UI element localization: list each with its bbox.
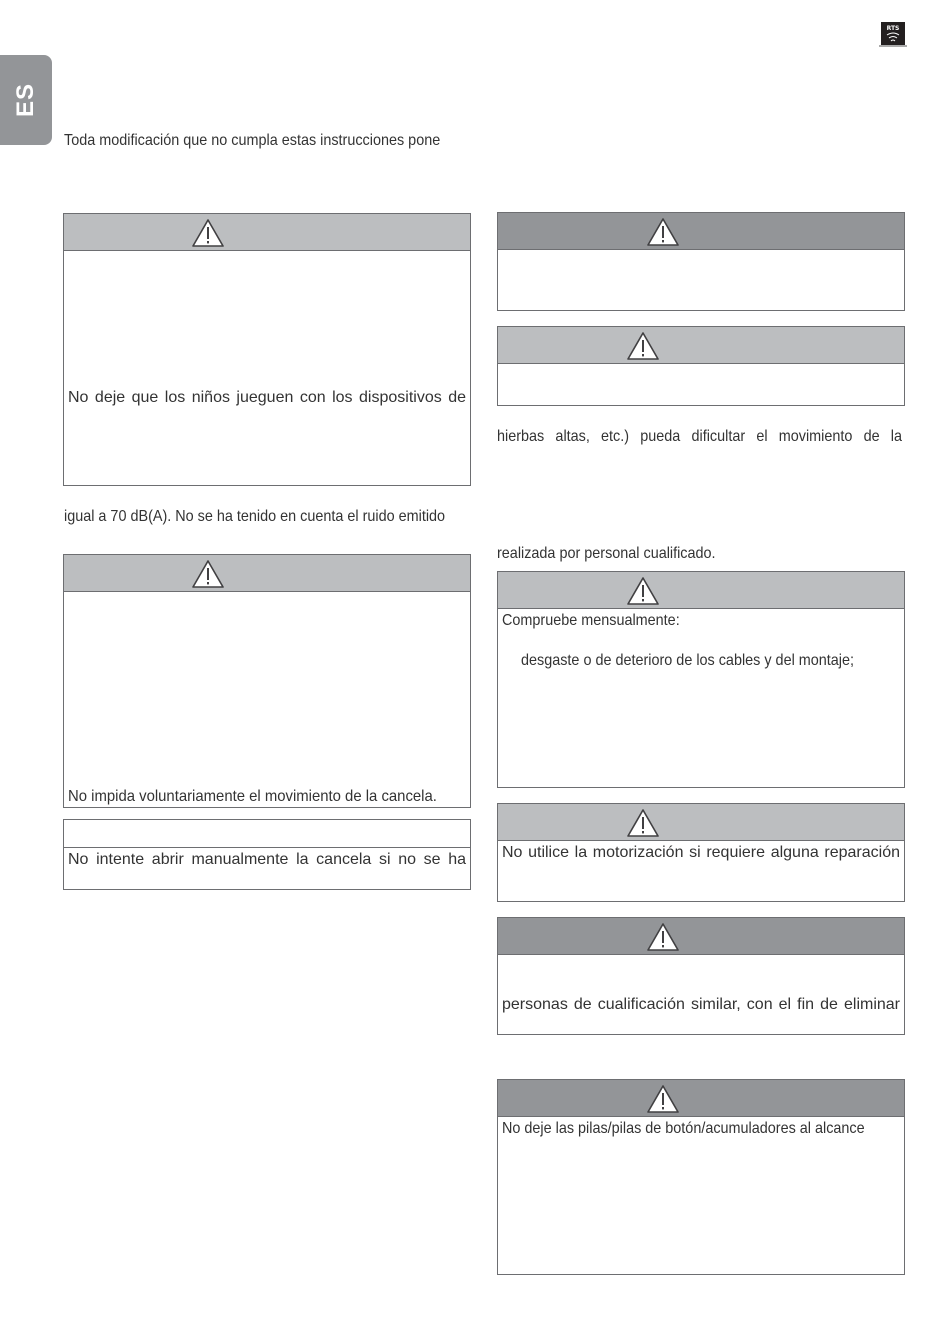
warning-box-movement [63,554,471,808]
warning-box-header [64,214,470,251]
qualified-persons-line: personas de cualificación similar, con el fin de eliminar [502,996,900,1013]
cable-wear-line: desgaste o de deterioro de los cables y del montaje; [521,652,855,669]
warning-box-header [498,918,904,955]
qualified-line: realizada por personal cualificado. [497,545,716,562]
warning-box-child-safety [63,213,471,486]
repair-line: No utilice la motorización si requiere alguna reparación [502,844,900,861]
warning-box-header [498,804,904,841]
logo-text: RTS [886,25,900,32]
warning-triangle-icon [627,576,659,606]
warning-box-batteries [497,1079,905,1275]
warning-box-right-1 [497,212,905,311]
monthly-check-line: Compruebe mensualmente: [502,612,680,629]
warning-box-header [64,555,470,592]
warning-triangle-icon [647,1084,679,1114]
warning-triangle-icon [647,922,679,952]
warning-triangle-icon [627,808,659,838]
language-tab [0,55,52,145]
warning-box-header [498,327,904,364]
language-code: ES [12,82,39,118]
obstacle-line: hierbas altas, etc.) pueda dificultar el movimiento de la [497,428,902,445]
intro-line: Toda modificación que no cumpla estas instrucciones pone [64,132,441,149]
warning-box-header [498,1080,904,1117]
warning-triangle-icon [192,559,224,589]
warning-triangle-icon [627,331,659,361]
warning-box-monthly-check [497,571,905,788]
warning-triangle-icon [647,217,679,247]
batteries-line: No deje las pilas/pilas de botón/acumuladores al alcance [502,1120,865,1137]
rts-radio-logo-icon [881,22,905,46]
warning-box-repair [497,803,905,902]
warning-box-qualified-persons [497,917,905,1035]
logo-caption [879,45,907,47]
noise-line: igual a 70 dB(A). No se ha tenido en cuenta el ruido emitido [64,508,446,525]
warning-triangle-icon [192,218,224,248]
notice-box-header [64,820,470,848]
notice-box-manual-opening [63,819,471,890]
manual-opening-line: No intente abrir manualmente la cancela si no se ha [68,851,466,868]
child-safety-line: No deje que los niños jueguen con los dispositivos de [68,389,466,406]
warning-box-header [498,572,904,609]
warning-box-header [498,213,904,250]
movement-line: No impida voluntariamente el movimiento de la cancela. [68,788,437,805]
warning-box-right-2 [497,326,905,406]
